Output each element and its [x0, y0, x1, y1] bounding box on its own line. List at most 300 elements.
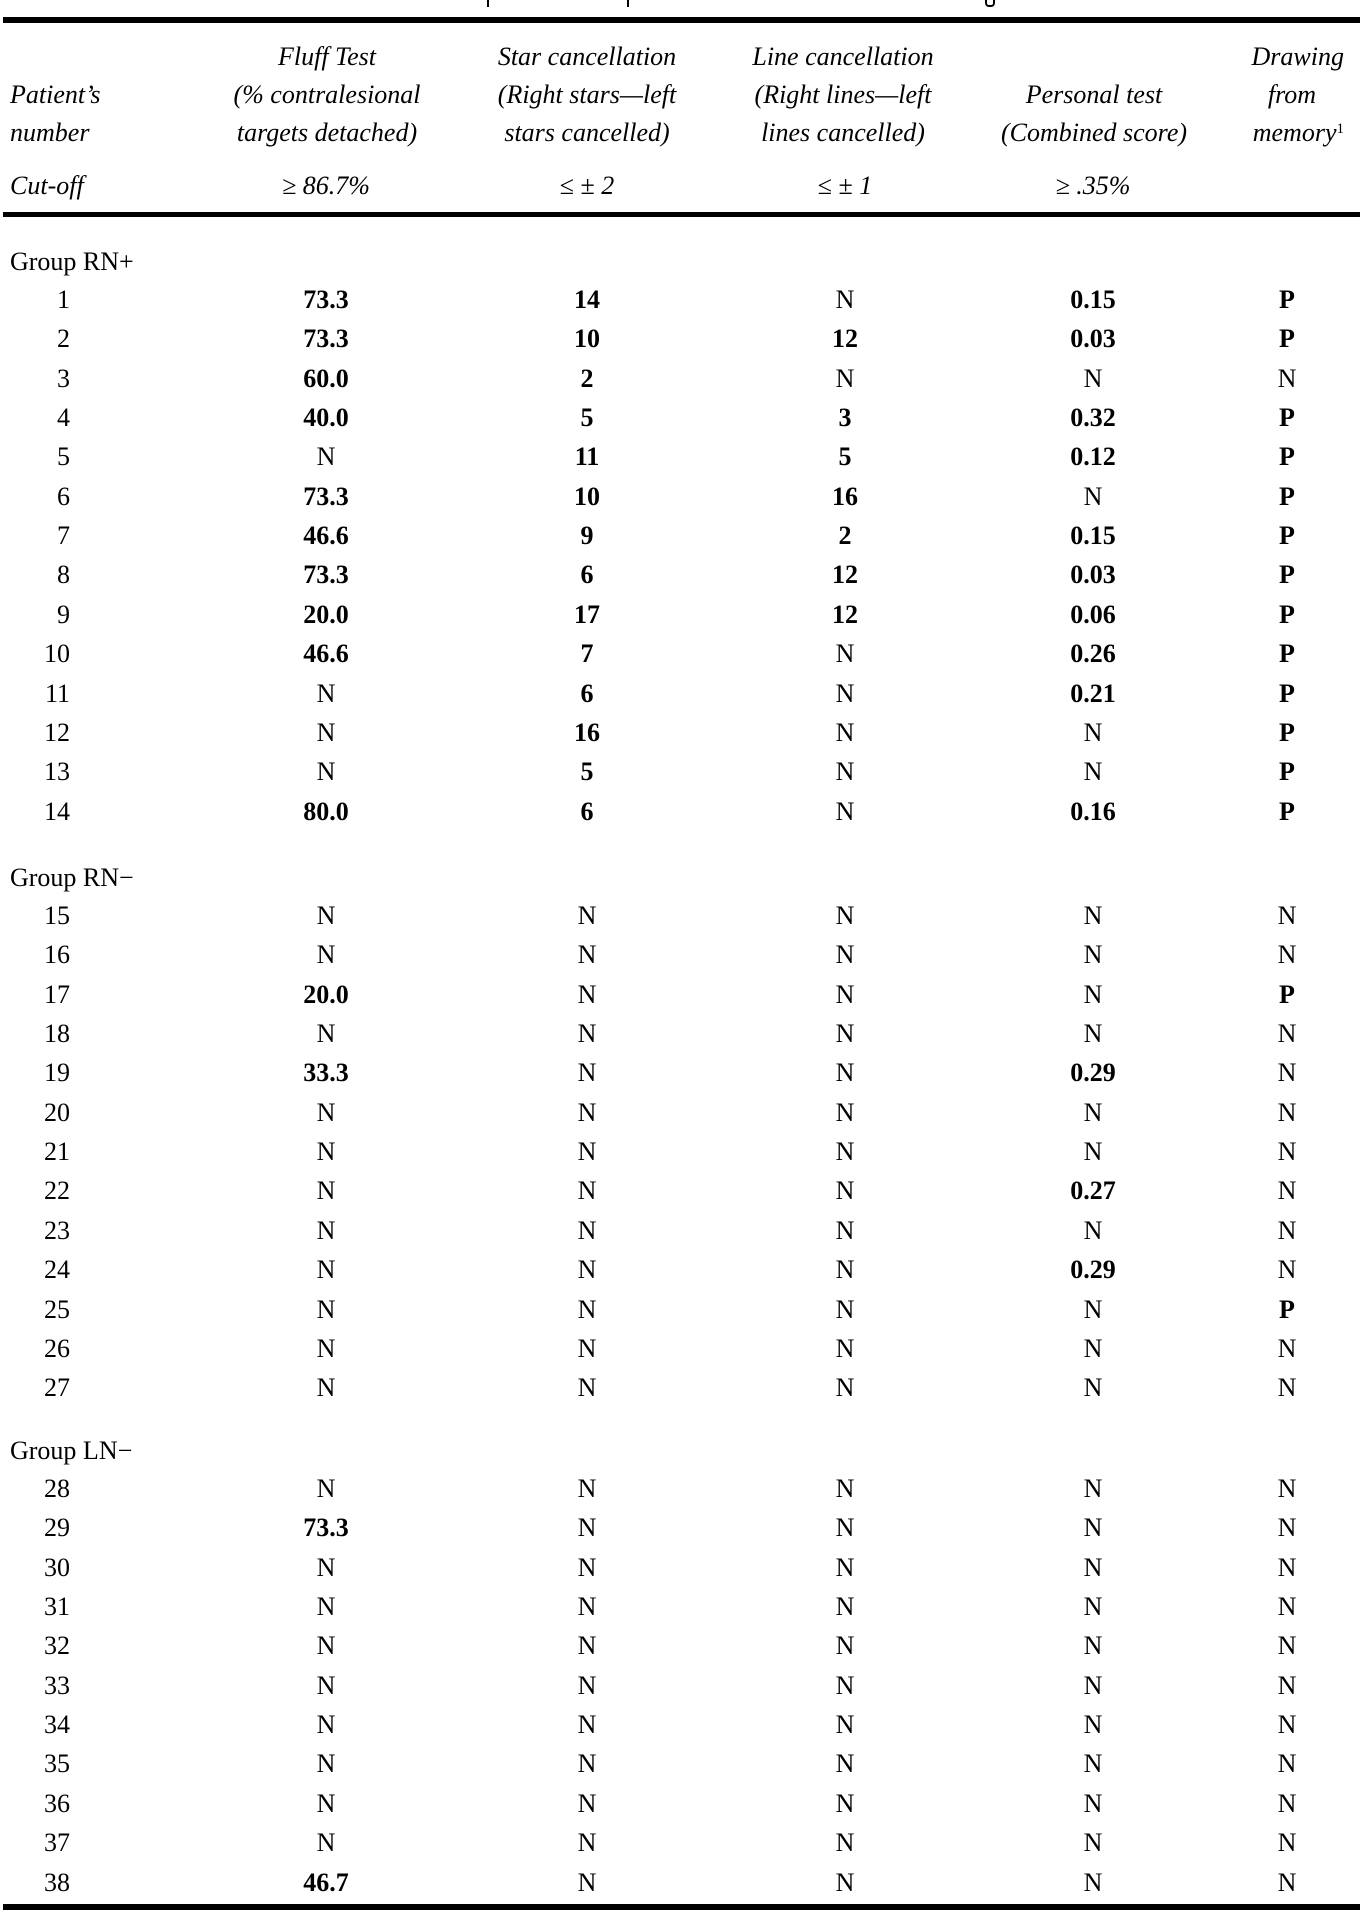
table-row [0, 1508, 1362, 1547]
star-cell: 10 [574, 481, 600, 511]
personal-cell: N [1083, 1215, 1103, 1245]
patient-number-cell: 31 [44, 1592, 70, 1622]
table-row [0, 1469, 1362, 1508]
line-cell: N [835, 1631, 855, 1661]
drawing-cell: N [1277, 1631, 1297, 1661]
fluff-cell: N [316, 678, 336, 708]
line-cell: N [835, 1592, 855, 1622]
line-cell: N [835, 901, 855, 930]
patient-number-cell: 38 [44, 1867, 70, 1897]
fluff-cell: 73.3 [303, 285, 349, 314]
star-cell: N [577, 1058, 597, 1088]
drawing-cell: N [1277, 1670, 1297, 1700]
star-cell: 14 [574, 285, 600, 314]
patient-number-cell: 13 [44, 757, 70, 787]
personal-cell: N [1083, 363, 1103, 393]
table-row [0, 1784, 1362, 1823]
table-row [0, 1250, 1362, 1289]
drawing-cell: P [1279, 599, 1295, 629]
drawing-cell: N [1277, 1333, 1297, 1363]
header-personal-test [972, 76, 1216, 152]
drawing-cell: N [1277, 363, 1297, 393]
fluff-cell: 73.3 [303, 324, 349, 354]
line-cell: 2 [838, 521, 852, 551]
table-row [0, 935, 1362, 974]
bottom-rule [3, 1904, 1360, 1910]
drawing-cell: P [1279, 560, 1295, 590]
personal-cell: N [1083, 1828, 1103, 1858]
star-cell: N [577, 901, 597, 930]
drawing-cell: P [1279, 1294, 1295, 1324]
star-cell: N [577, 1474, 597, 1503]
patient-number-cell: 30 [44, 1552, 70, 1582]
drawing-cell: P [1279, 324, 1295, 354]
fluff-cell: N [316, 757, 336, 787]
personal-cell: N [1083, 979, 1103, 1009]
table-row [0, 595, 1362, 634]
star-cell: N [577, 1019, 597, 1049]
fluff-cell: N [316, 940, 336, 970]
star-cell: 11 [574, 442, 600, 472]
group-label: Group RN− [10, 863, 134, 892]
drawing-cell: P [1279, 639, 1295, 669]
table-row [0, 1368, 1362, 1407]
patient-number-cell: 18 [44, 1019, 70, 1049]
drawing-cell: N [1277, 1215, 1297, 1245]
star-cell: N [577, 1631, 597, 1661]
table-row [0, 1171, 1362, 1210]
table-row [0, 634, 1362, 673]
personal-cell: N [1083, 1373, 1103, 1403]
line-cell: 16 [832, 481, 858, 511]
personal-cell: 0.03 [1070, 324, 1116, 354]
personal-cell: N [1083, 717, 1103, 747]
cutoff-star [507, 168, 667, 204]
table-row [0, 319, 1362, 358]
fluff-cell: N [316, 1215, 336, 1245]
patient-number-cell: 7 [57, 521, 70, 551]
patient-number-cell: 1 [57, 285, 70, 314]
line-cell: N [835, 1788, 855, 1818]
personal-cell: 0.21 [1070, 678, 1116, 708]
drawing-cell: N [1277, 1474, 1297, 1503]
top-rule [3, 17, 1360, 23]
header-text: Drawing [1251, 42, 1344, 71]
line-cell: 5 [838, 442, 852, 472]
drawing-cell: N [1277, 1592, 1297, 1622]
line-cell: N [835, 1373, 855, 1403]
drawing-cell: P [1279, 796, 1295, 826]
header-patient-number [10, 76, 101, 152]
fluff-cell: 73.3 [303, 1513, 349, 1543]
personal-cell: 0.29 [1070, 1058, 1116, 1088]
cutoff-line [765, 168, 925, 204]
line-cell: 12 [832, 599, 858, 629]
patient-number-cell: 35 [44, 1749, 70, 1779]
drawing-cell: P [1279, 521, 1295, 551]
star-cell: N [577, 1513, 597, 1543]
star-cell: N [577, 1670, 597, 1700]
line-cell: N [835, 757, 855, 787]
line-cell: 3 [838, 403, 852, 433]
star-cell: N [577, 1867, 597, 1897]
table-row [0, 280, 1362, 319]
fluff-cell: 20.0 [303, 599, 349, 629]
table-row [0, 477, 1362, 516]
line-cell: N [835, 678, 855, 708]
personal-cell: 0.32 [1070, 403, 1116, 433]
header-fluff-test [196, 38, 458, 152]
drawing-cell: N [1277, 1019, 1297, 1049]
drawing-cell: N [1277, 1552, 1297, 1582]
star-cell: N [577, 1137, 597, 1167]
fluff-cell: N [316, 1592, 336, 1622]
fluff-cell: N [316, 1137, 336, 1167]
line-cell: N [835, 1670, 855, 1700]
fluff-cell: N [316, 1749, 336, 1779]
line-cell: N [835, 979, 855, 1009]
table-row [0, 896, 1362, 935]
table-row [0, 752, 1362, 791]
personal-cell: 0.15 [1070, 521, 1116, 551]
table-row [0, 555, 1362, 594]
personal-cell: N [1083, 1552, 1103, 1582]
personal-cell: 0.03 [1070, 560, 1116, 590]
patient-number-cell: 22 [44, 1176, 70, 1206]
header-text: Star cancellation [497, 42, 677, 71]
drawing-cell: N [1277, 1255, 1297, 1285]
star-cell: 16 [574, 717, 600, 747]
line-cell: N [835, 1749, 855, 1779]
cutoff-personal: ≥ .35% [1055, 171, 1131, 200]
fluff-cell: N [316, 1710, 336, 1740]
personal-cell: N [1083, 1710, 1103, 1740]
patient-number-cell: 36 [44, 1788, 70, 1818]
star-cell: N [577, 1255, 597, 1285]
personal-cell: N [1083, 1137, 1103, 1167]
table-row [0, 1666, 1362, 1705]
drawing-cell: N [1277, 1828, 1297, 1858]
header-text: Patient’s [10, 80, 101, 109]
personal-cell: 0.15 [1070, 285, 1116, 314]
header-text: number [10, 118, 90, 147]
patient-number-cell: 6 [57, 481, 70, 511]
patient-number-cell: 24 [44, 1255, 70, 1285]
fluff-cell: N [316, 1176, 336, 1206]
header-text: Line cancellation [752, 42, 934, 71]
fluff-cell: 46.7 [303, 1867, 349, 1897]
patient-number-cell: 27 [44, 1373, 70, 1403]
cutoff-value: 2 [601, 171, 615, 200]
fluff-cell: N [316, 1474, 336, 1503]
personal-cell: N [1083, 1631, 1103, 1661]
patient-number-cell: 15 [44, 901, 70, 930]
drawing-cell: N [1277, 1058, 1297, 1088]
star-cell: 7 [580, 639, 594, 669]
personal-cell: N [1083, 1097, 1103, 1127]
header-drawing-from-memory [1220, 38, 1344, 152]
personal-cell: N [1083, 1592, 1103, 1622]
drawing-cell: P [1279, 757, 1295, 787]
fluff-cell: N [316, 1333, 336, 1363]
patient-number-cell: 10 [44, 639, 70, 669]
patient-number-cell: 16 [44, 940, 70, 970]
patient-number-cell: 19 [44, 1058, 70, 1088]
cutoff-symbol: ≤ ± [559, 171, 602, 200]
line-cell: N [835, 639, 855, 669]
cutoff-value: 1 [859, 171, 873, 200]
fluff-cell: N [316, 1670, 336, 1700]
star-cell: N [577, 1552, 597, 1582]
fluff-cell: 33.3 [303, 1058, 349, 1088]
star-cell: N [577, 1749, 597, 1779]
fluff-cell: 20.0 [303, 979, 349, 1009]
table-row [0, 1705, 1362, 1744]
table-row [0, 1053, 1362, 1092]
line-cell: 12 [832, 324, 858, 354]
line-cell: N [835, 717, 855, 747]
header-text: from [1267, 80, 1317, 109]
star-cell: N [577, 1294, 597, 1324]
fluff-cell: N [316, 1255, 336, 1285]
fluff-cell: N [316, 1552, 336, 1582]
personal-cell: 0.06 [1070, 599, 1116, 629]
line-cell: N [835, 363, 855, 393]
table-row [0, 1626, 1362, 1665]
cutoff-label: Cut-off [10, 171, 84, 200]
header-text: (Right stars—left [497, 80, 677, 109]
line-cell: N [835, 1137, 855, 1167]
drawing-cell: N [1277, 1176, 1297, 1206]
table-row [0, 1329, 1362, 1368]
personal-cell: N [1083, 1474, 1103, 1503]
table-row [0, 437, 1362, 476]
patient-number-cell: 21 [44, 1137, 70, 1167]
fluff-cell: N [316, 901, 336, 930]
patient-number-cell: 25 [44, 1294, 70, 1324]
header-text: memory [1252, 118, 1337, 147]
personal-cell: 0.27 [1070, 1176, 1116, 1206]
drawing-cell: P [1279, 403, 1295, 433]
drawing-cell: N [1277, 940, 1297, 970]
header-star-cancellation [462, 38, 712, 152]
drawing-cell: P [1279, 481, 1295, 511]
clipped-caption [0, 0, 1362, 8]
patient-number-cell: 29 [44, 1513, 70, 1543]
personal-cell: N [1083, 757, 1103, 787]
header-text: lines cancelled) [761, 118, 925, 147]
line-cell: N [835, 1552, 855, 1582]
star-cell: 6 [580, 560, 594, 590]
line-cell: N [835, 1513, 855, 1543]
drawing-cell: P [1279, 979, 1295, 1009]
patient-number-cell: 4 [57, 403, 70, 433]
star-cell: N [577, 1592, 597, 1622]
patient-number-cell: 28 [44, 1474, 70, 1503]
drawing-cell: N [1277, 1788, 1297, 1818]
star-cell: N [577, 1176, 597, 1206]
patient-number-cell: 32 [44, 1631, 70, 1661]
patient-number-cell: 23 [44, 1215, 70, 1245]
star-cell: 5 [580, 757, 594, 787]
star-cell: N [577, 1828, 597, 1858]
star-cell: N [577, 979, 597, 1009]
star-cell: 5 [580, 403, 594, 433]
drawing-cell: N [1277, 1710, 1297, 1740]
table-row [0, 1587, 1362, 1626]
fluff-cell: 73.3 [303, 560, 349, 590]
line-cell: N [835, 1255, 855, 1285]
personal-cell: N [1083, 1867, 1103, 1897]
header-text: targets detached) [236, 118, 418, 147]
fluff-cell: N [316, 1097, 336, 1127]
star-cell: N [577, 1215, 597, 1245]
table-row [0, 975, 1362, 1014]
star-cell: N [577, 940, 597, 970]
patient-number-cell: 5 [57, 442, 70, 472]
fluff-cell: 46.6 [303, 521, 349, 551]
line-cell: N [835, 1294, 855, 1324]
fluff-cell: N [316, 1373, 336, 1403]
fluff-cell: 46.6 [303, 639, 349, 669]
drawing-cell: N [1277, 1867, 1297, 1897]
drawing-cell: P [1279, 442, 1295, 472]
line-cell: N [835, 1710, 855, 1740]
personal-cell: 0.29 [1070, 1255, 1116, 1285]
drawing-cell: P [1279, 285, 1295, 314]
table-row [0, 398, 1362, 437]
table-row [0, 1548, 1362, 1587]
header-line-cancellation [718, 38, 968, 152]
table-row [0, 516, 1362, 555]
personal-cell: N [1083, 1019, 1103, 1049]
personal-cell: N [1083, 1788, 1103, 1818]
patient-number-cell: 12 [44, 717, 70, 747]
personal-cell: 0.26 [1070, 639, 1116, 669]
cutoff-fluff: ≥ 86.7% [282, 171, 370, 200]
personal-cell: 0.12 [1070, 442, 1116, 472]
footnote-marker: 1 [1336, 121, 1344, 137]
star-cell: 9 [580, 521, 594, 551]
line-cell: N [835, 1058, 855, 1088]
star-cell: N [577, 1788, 597, 1818]
personal-cell: N [1083, 1670, 1103, 1700]
patient-number-cell: 26 [44, 1333, 70, 1363]
fluff-cell: 80.0 [303, 796, 349, 826]
personal-cell: N [1083, 940, 1103, 970]
line-cell: N [835, 940, 855, 970]
header-text: (Combined score) [1000, 118, 1188, 147]
line-cell: N [835, 1333, 855, 1363]
table-row [0, 1290, 1362, 1329]
header-rule [3, 212, 1360, 217]
fluff-cell: 40.0 [303, 403, 349, 433]
table-row [0, 1744, 1362, 1783]
line-cell: N [835, 1867, 855, 1897]
star-cell: 6 [580, 678, 594, 708]
line-cell: N [835, 1176, 855, 1206]
line-cell: N [835, 1019, 855, 1049]
fluff-cell: 73.3 [303, 481, 349, 511]
table-row [0, 792, 1362, 831]
line-cell: N [835, 1097, 855, 1127]
drawing-cell: N [1277, 1373, 1297, 1403]
table-row [0, 1823, 1362, 1862]
personal-cell: 0.16 [1070, 796, 1116, 826]
header-text [1220, 114, 1344, 152]
line-cell: N [835, 1215, 855, 1245]
patient-number-cell: 2 [57, 324, 70, 354]
header-text: Personal test [1025, 80, 1163, 109]
drawing-cell: N [1277, 1513, 1297, 1543]
patient-number-cell: 33 [44, 1670, 70, 1700]
personal-cell: N [1083, 1513, 1103, 1543]
table-row [0, 713, 1362, 752]
drawing-cell: N [1277, 901, 1297, 930]
table-row [0, 1211, 1362, 1250]
fluff-cell: N [316, 1828, 336, 1858]
fluff-cell: 60.0 [303, 363, 349, 393]
patient-number-cell: 8 [57, 560, 70, 590]
table-row [0, 359, 1362, 398]
fluff-cell: N [316, 1631, 336, 1661]
drawing-cell: P [1279, 717, 1295, 747]
header-text: (Right lines—left [754, 80, 932, 109]
group-label: Group RN+ [10, 247, 134, 276]
star-cell: 6 [580, 796, 594, 826]
personal-cell: N [1083, 1749, 1103, 1779]
star-cell: 17 [574, 599, 600, 629]
personal-cell: N [1083, 1333, 1103, 1363]
header-text: Fluff Test [277, 42, 376, 71]
fluff-cell: N [316, 1294, 336, 1324]
table-row [0, 1863, 1362, 1902]
line-cell: N [835, 796, 855, 826]
fluff-cell: N [316, 1019, 336, 1049]
drawing-cell: N [1277, 1749, 1297, 1779]
personal-cell: N [1083, 901, 1103, 930]
star-cell: 2 [580, 363, 594, 393]
drawing-cell: N [1277, 1137, 1297, 1167]
patient-number-cell: 3 [57, 363, 70, 393]
patient-number-cell: 17 [44, 979, 70, 1009]
cutoff-symbol: ≤ ± [817, 171, 860, 200]
star-cell: N [577, 1097, 597, 1127]
fluff-cell: N [316, 442, 336, 472]
star-cell: 10 [574, 324, 600, 354]
patient-number-cell: 11 [44, 678, 70, 708]
header-text: stars cancelled) [504, 118, 670, 147]
line-cell: N [835, 285, 855, 314]
table-row [0, 1014, 1362, 1053]
line-cell: N [835, 1828, 855, 1858]
patient-number-cell: 14 [44, 796, 70, 826]
patient-number-cell: 20 [44, 1097, 70, 1127]
patient-number-cell: 37 [44, 1828, 70, 1858]
header-text: (% contralesional [233, 80, 421, 109]
group-label: Group LN− [10, 1436, 133, 1465]
line-cell: 12 [832, 560, 858, 590]
patient-number-cell: 34 [44, 1710, 70, 1740]
star-cell: N [577, 1373, 597, 1403]
drawing-cell: N [1277, 1097, 1297, 1127]
star-cell: N [577, 1333, 597, 1363]
table-row [0, 1093, 1362, 1132]
star-cell: N [577, 1710, 597, 1740]
line-cell: N [835, 1474, 855, 1503]
personal-cell: N [1083, 481, 1103, 511]
personal-cell: N [1083, 1294, 1103, 1324]
